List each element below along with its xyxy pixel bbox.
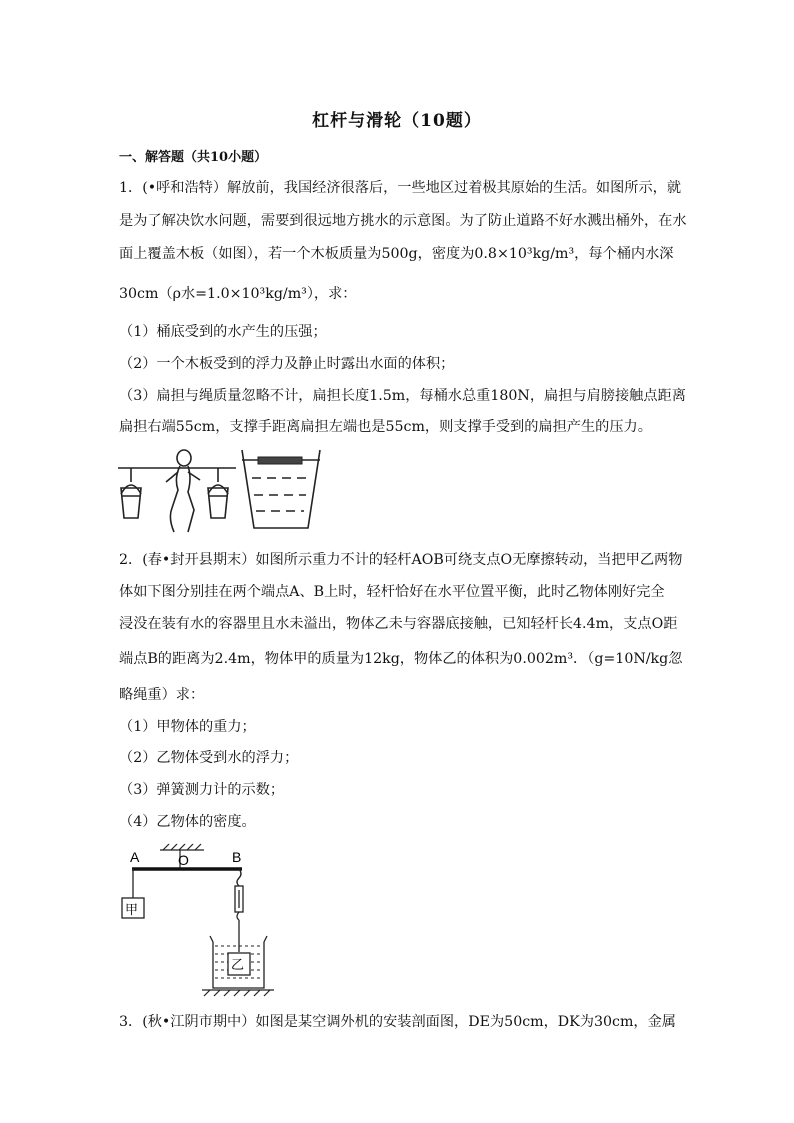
- q2-line-4: 端点B的距离为2.4m，物体甲的质量为12kg，物体乙的体积为0.002m³．（g=10N/kg忽: [119, 651, 683, 667]
- q1-sub-1: （1）桶底受到的水产生的压强；: [119, 324, 327, 340]
- q2-sub-3: （3）弹簧测力计的示数；: [119, 782, 285, 798]
- label-o: O: [178, 852, 189, 868]
- q2-sub-2: （2）乙物体受到水的浮力；: [119, 750, 299, 766]
- q1-figure-carrying-water: [118, 448, 328, 536]
- section-heading: 一、解答题（共10小题）: [119, 150, 268, 165]
- q1-line-3: 面上覆盖木板（如图），若一个木板质量为500g，密度为0.8×10³kg/m³，每个桶内水深: [119, 246, 674, 262]
- q2-sub-1: （1）甲物体的重力；: [119, 719, 256, 735]
- q2-figure-lever: [118, 840, 278, 1000]
- q1-sub-3b: 扁担右端55cm，支撑手距离扁担左端也是55cm，则支撑手受到的扁担产生的压力。: [119, 419, 652, 435]
- q3-line-1: 3．(秋•江阴市期中）如图是某空调外机的安装剖面图，DE为50cm，DK为30cm，金属: [119, 1014, 676, 1030]
- q1-line-2: 是为了解决饮水问题，需要到很远地方挑水的示意图。为了防止道路不好水溅出桶外，在水: [119, 213, 687, 229]
- label-a: A: [130, 849, 140, 865]
- document-title: 杠杆与滑轮（10题）: [312, 111, 482, 131]
- q1-sub-2: （2）一个木板受到的浮力及静止时露出水面的体积；: [119, 356, 455, 372]
- q2-line-3: 浸没在装有水的容器里且水未溢出，物体乙未与容器底接触，已知轻杆长4.4m，支点O距: [119, 616, 678, 632]
- q2-line-2: 体如下图分别挂在两个端点A、B上时，轻杆恰好在水平位置平衡，此时乙物体刚好完全: [119, 584, 665, 600]
- label-jia: 甲: [125, 903, 139, 918]
- q1-line-4: 30cm（ρ水=1.0×10³kg/m³），求：: [119, 286, 357, 302]
- label-yi: 乙: [231, 958, 245, 973]
- q1-line-1: 1．(•呼和浩特）解放前，我国经济很落后，一些地区过着极其原始的生活。如图所示，就: [119, 180, 682, 196]
- q2-line-1: 2．(春•封开县期末）如图所示重力不计的轻杆AOB可绕支点O无摩擦转动，当把甲乙两物: [119, 552, 683, 568]
- q2-sub-4: （4）乙物体的密度。: [119, 814, 256, 830]
- q1-sub-3a: （3）扁担与绳质量忽略不计，扁担长度1.5m，每桶水总重180N，扁担与肩膀接触点距离: [119, 388, 686, 404]
- label-b: B: [232, 849, 242, 865]
- q2-line-5: 略绳重）求：: [119, 687, 205, 703]
